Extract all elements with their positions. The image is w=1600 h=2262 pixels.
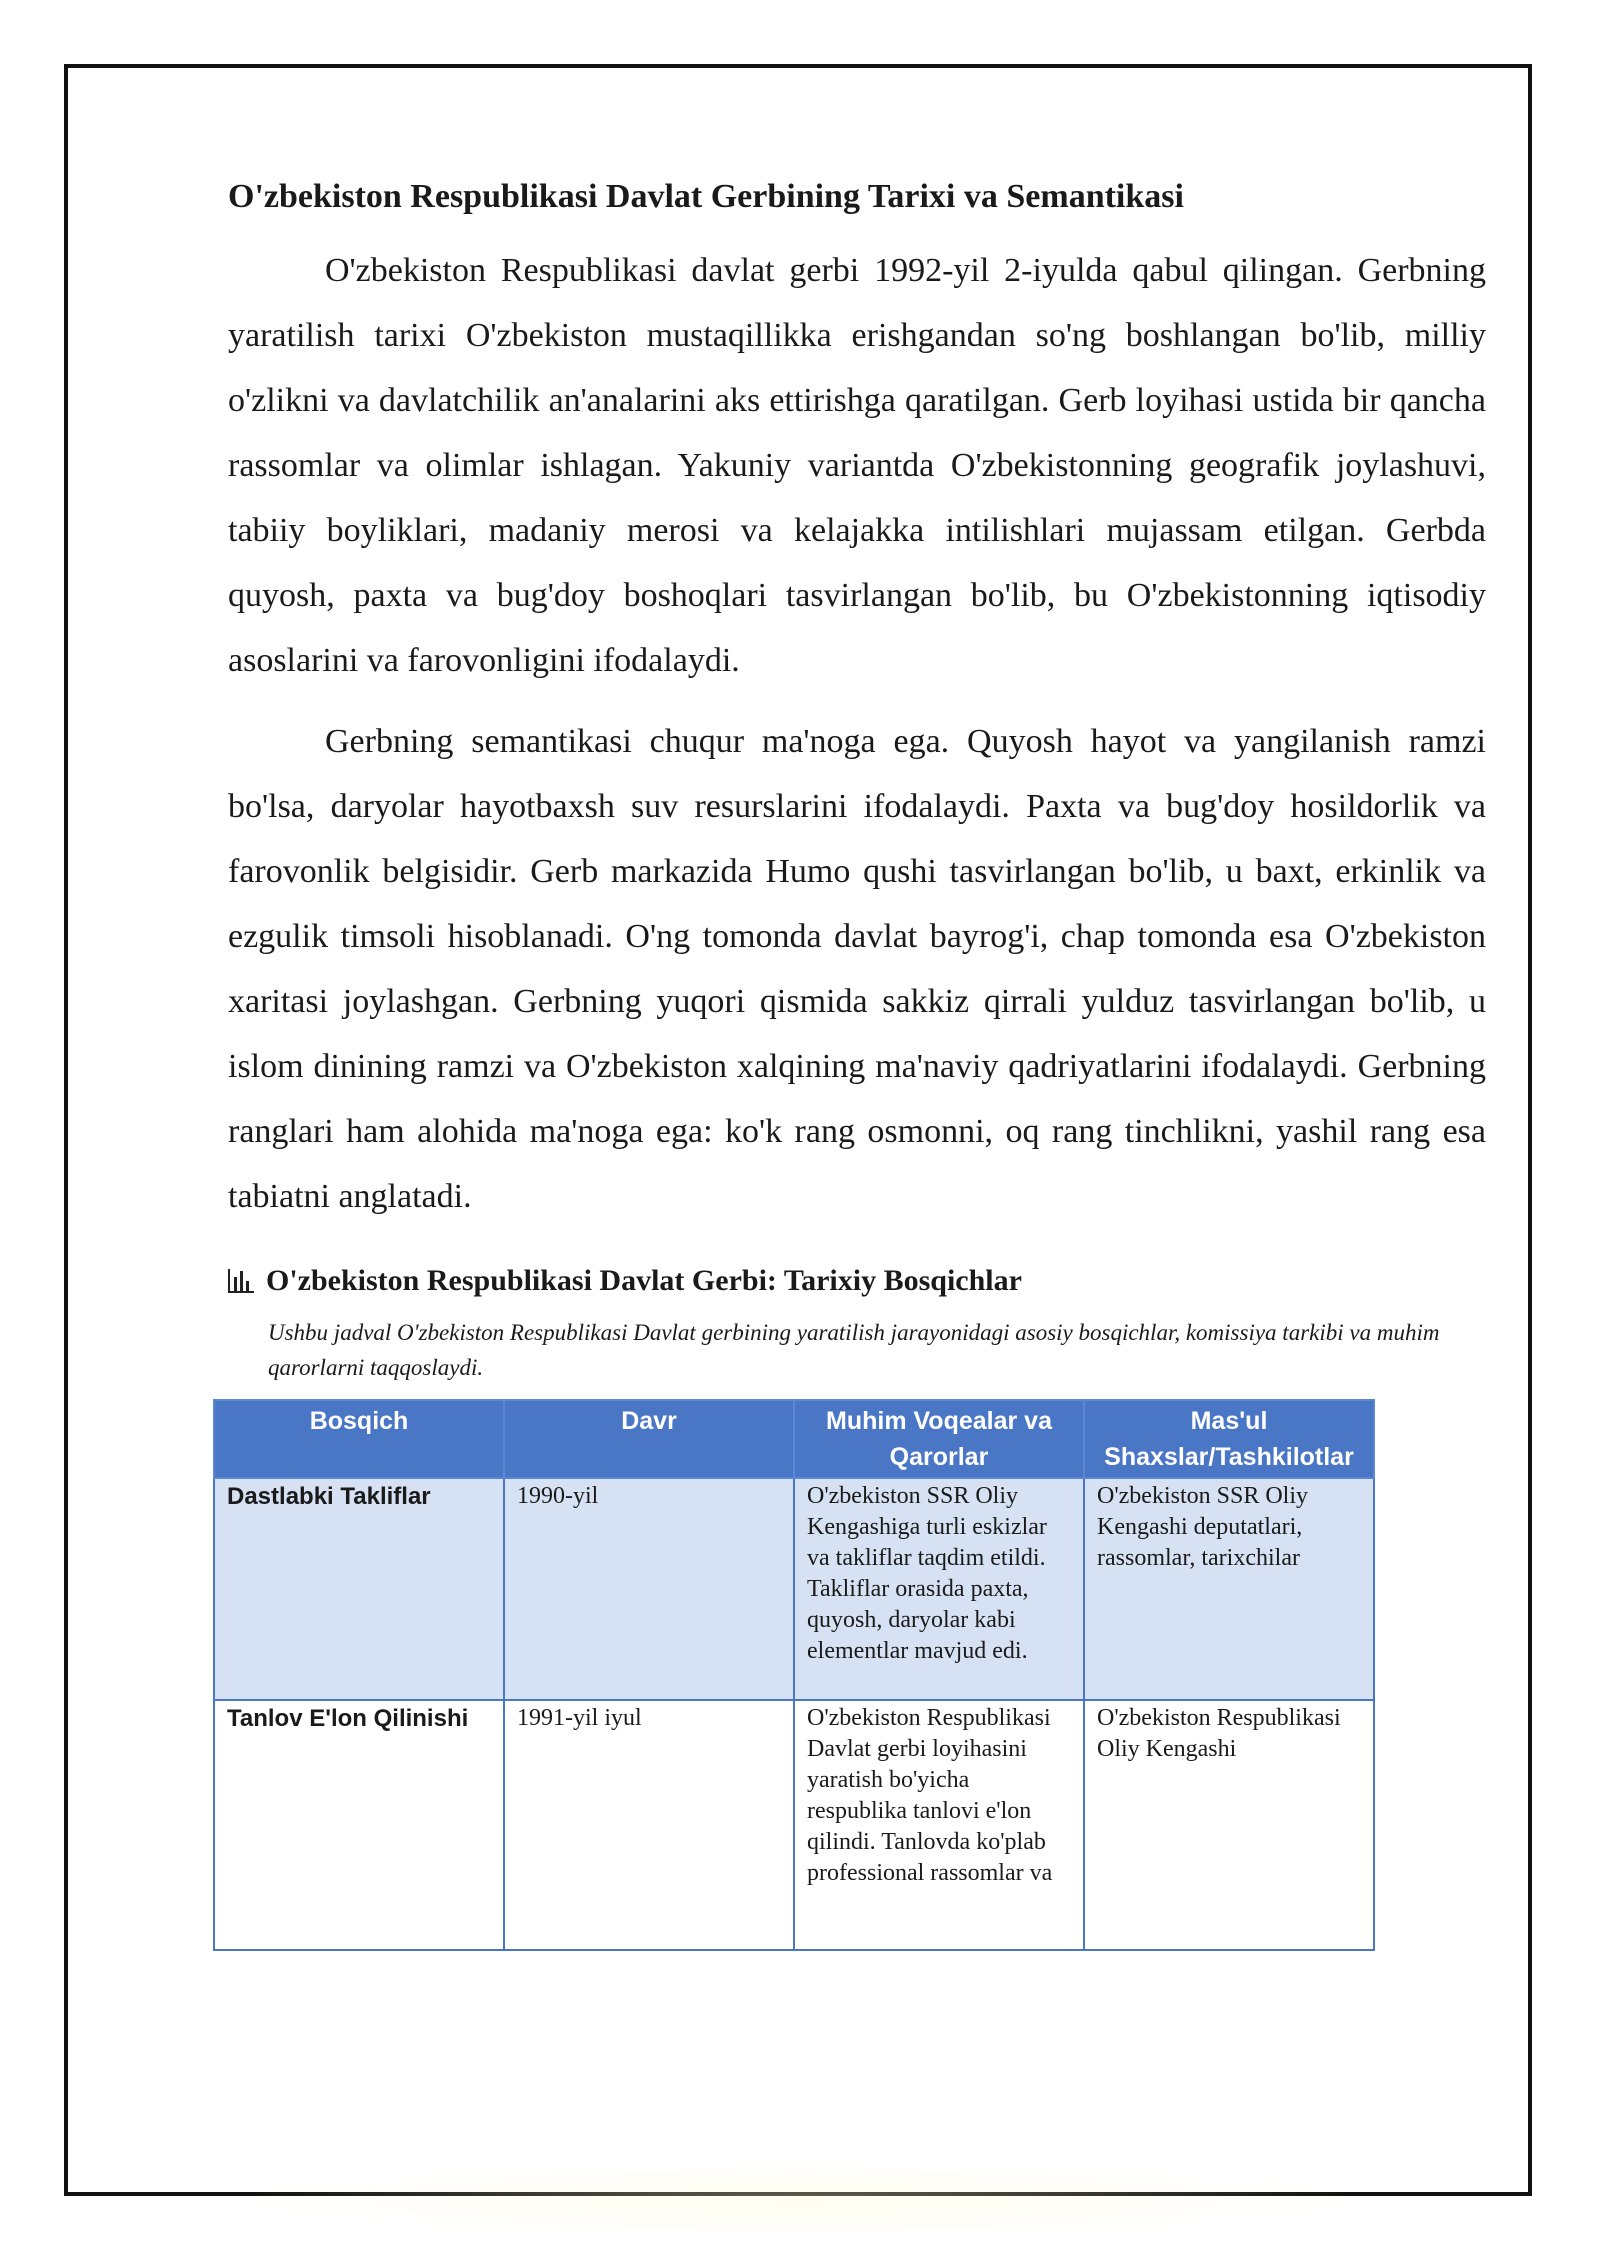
- table-header-row: [214, 1400, 1374, 1478]
- cell-events: O'zbekiston Respublikasi Davlat gerbi loyihasini yaratish bo'yicha respublika tanlovi e'lon qilindi. Tanlovda ko'plab professional rassomlar va: [794, 1700, 1084, 1950]
- cell-events: O'zbekiston SSR Oliy Kengashiga turli eskizlar va takliflar taqdim etildi. Takliflar orasida paxta, quyosh, daryolar kabi elementlar mavjud edi.: [794, 1478, 1084, 1700]
- table-caption: Ushbu jadval O'zbekiston Respublikasi Davlat gerbining yaratilish jarayonidagi asosiy bosqichlar, komissiya tarkibi va muhim qarorlarni taqqoslaydi.: [268, 1320, 1440, 1380]
- table-section: [228, 1259, 1486, 1951]
- column-header-responsible: Mas'ul Shaxslar/Tashkilotlar: [1084, 1400, 1374, 1478]
- document-title: O'zbekiston Respublikasi Davlat Gerbining Tarixi va Semantikasi: [228, 178, 1184, 215]
- table-row: [214, 1478, 1374, 1700]
- cell-period: 1991-yil iyul: [504, 1700, 794, 1950]
- bar-chart-icon: [228, 1269, 254, 1293]
- page-bottom-shading: [230, 2160, 1370, 2240]
- document-body: [228, 170, 1486, 1951]
- column-header-stage: Bosqich: [214, 1400, 504, 1478]
- cell-responsible: O'zbekiston Respublikasi Oliy Kengashi: [1084, 1700, 1374, 1950]
- cell-stage: Dastlabki Takliflar: [214, 1478, 504, 1700]
- cell-responsible: O'zbekiston SSR Oliy Kengashi deputatlari, rassomlar, tarixchilar: [1084, 1478, 1374, 1700]
- paragraph-semantics: Gerbning semantikasi chuqur ma'noga ega. Quyosh hayot va yangilanish ramzi bo'lsa, daryolar hayotbaxsh suv resurslarini ifodalaydi. Paxta va bug'doy hosildorlik va farovonlik belgisidir. Gerb markazida Humo qushi tasvirlangan bo'lib, u baxt, erkinlik va ezgulik timsoli hisoblanadi. O'ng tomonda davlat bayrog'i, chap tomonda esa O'zbekiston xaritasi joylashgan. Gerbning yuqori qismida sakkiz qirrali yulduz tasvirlangan bo'lib, u islom dinining ramzi va O'zbekiston xalqining ma'naviy qadriyatlarini ifodalaydi. Gerbning ranglari ham alohida ma'noga ega: ko'k rang osmonni, oq rang tinchlikni, yashil rang esa tabiatni anglatadi.: [228, 723, 1486, 1215]
- cell-period: 1990-yil: [504, 1478, 794, 1700]
- table-heading: [228, 1259, 1486, 1303]
- column-header-events: Muhim Voqealar va Qarorlar: [794, 1400, 1084, 1478]
- column-header-period: Davr: [504, 1400, 794, 1478]
- table-row: [214, 1700, 1374, 1950]
- paragraph-history: O'zbekiston Respublikasi davlat gerbi 1992-yil 2-iyulda qabul qilingan. Gerbning yaratilish tarixi O'zbekiston mustaqillikka erishgandan so'ng boshlangan bo'lib, milliy o'zlikni va davlatchilik an'analarini aks ettirishga qaratilgan. Gerb loyihasi ustida bir qancha rassomlar va olimlar ishlagan. Yakuniy variantda O'zbekistonning geografik joylashuvi, tabiiy boyliklari, madaniy merosi va kelajakka intilishlari mujassam etilgan. Gerbda quyosh, paxta va bug'doy boshoqlari tasvirlangan bo'lib, bu O'zbekistonning iqtisodiy asoslarini va farovonligini ifodalaydi.: [228, 252, 1486, 679]
- table-heading-text: O'zbekiston Respublikasi Davlat Gerbi: Tarixiy Bosqichlar: [266, 1264, 1022, 1297]
- cell-stage: Tanlov E'lon Qilinishi: [214, 1700, 504, 1950]
- stages-table: [213, 1399, 1375, 1951]
